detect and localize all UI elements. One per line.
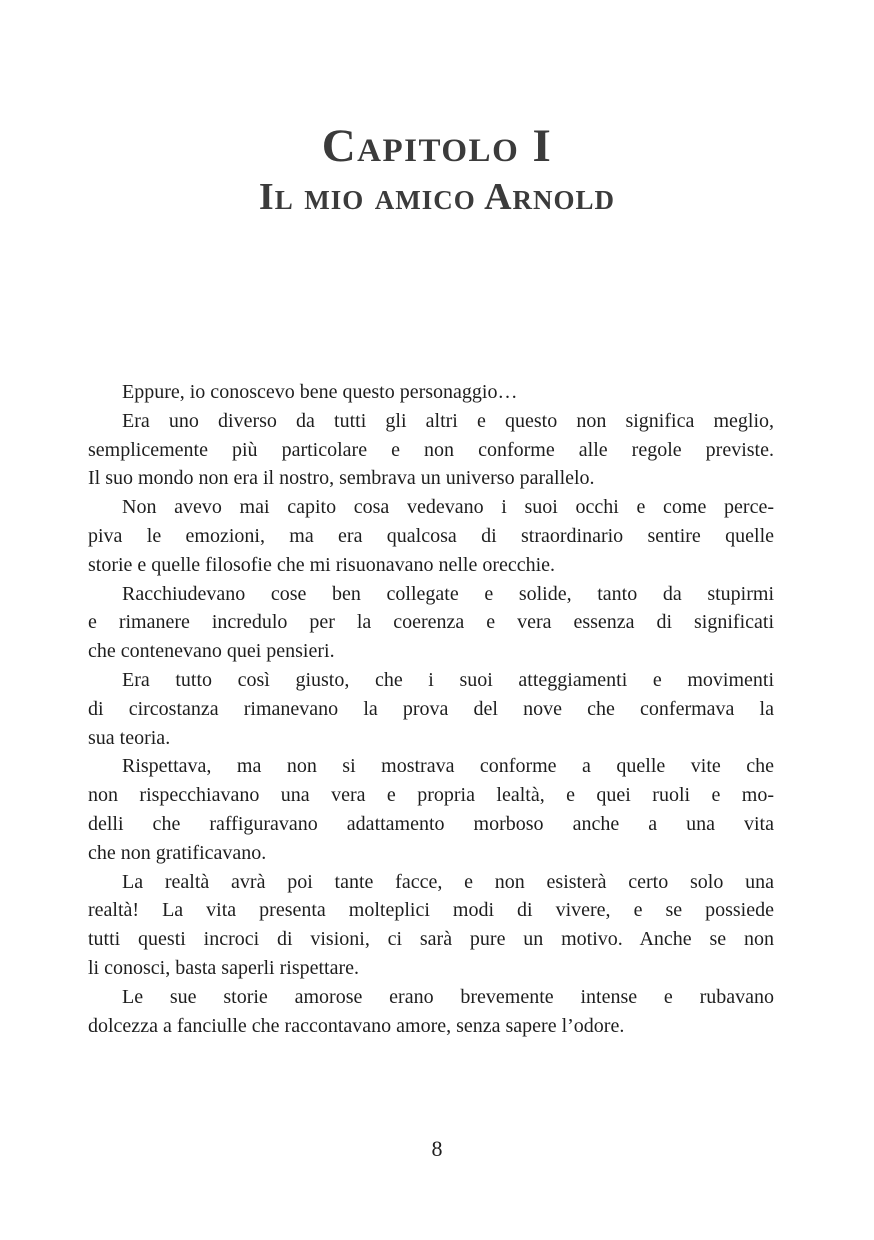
text-line: Le sue storie amorose erano brevemente intense e rubavano: [122, 985, 774, 1008]
text-line: e rimanere incredulo per la coerenza e vera essenza di significati: [88, 611, 774, 634]
text-line: Non avevo mai capito cosa vedevano i suoi occhi e come perce-: [122, 496, 774, 519]
chapter-subtitle: Il mio amico Arnold: [258, 176, 616, 219]
chapter-header: [0, 0, 874, 220]
paragraph: [88, 493, 774, 579]
paragraph: [88, 580, 774, 666]
text-line: tutti questi incroci di visioni, ci sarà pure un motivo. Anche se non: [88, 928, 774, 951]
text-line: La realtà avrà poi tante facce, e non esisterà certo solo una: [122, 870, 774, 893]
text-line: che contenevano quei pensieri.: [88, 640, 335, 663]
text-line: semplicemente più particolare e non conforme alle regole previste.: [88, 438, 774, 461]
text-line: delli che raffiguravano adattamento morboso anche a una vita: [88, 812, 774, 835]
text-line: Era tutto così giusto, che i suoi atteggiamenti e movimenti: [122, 668, 774, 691]
text-line: Rispettava, ma non si mostrava conforme a quelle vite che: [122, 755, 774, 778]
paragraph: [88, 407, 774, 493]
text-line: storie e quelle filosofie che mi risuonavano nelle orecchie.: [88, 553, 556, 576]
text-line: di circostanza rimanevano la prova del nove che confermava la: [88, 697, 774, 720]
text-line: Il suo mondo non era il nostro, sembrava un universo parallelo.: [88, 467, 595, 490]
text-line: dolcezza a fanciulle che raccontavano amore, senza sapere l’odore.: [88, 1014, 625, 1037]
paragraph: [88, 666, 774, 752]
text-line: piva le emozioni, ma era qualcosa di straordinario sentire quelle: [88, 524, 774, 547]
paragraph: [88, 378, 774, 407]
text-line: sua teoria.: [88, 726, 171, 749]
page-number: 8: [431, 1136, 443, 1161]
text-line: li conosci, basta saperli rispettare.: [88, 956, 360, 979]
chapter-title: Capitolo I: [321, 120, 553, 172]
body-text: [88, 378, 774, 1040]
paragraph: [88, 983, 774, 1041]
text-line: realtà! La vita presenta molteplici modi di vivere, e se possiede: [88, 899, 774, 922]
paragraph: [88, 752, 774, 867]
text-line: non rispecchiavano una vera e propria lealtà, e quei ruoli e mo-: [88, 784, 774, 807]
text-line: Era uno diverso da tutti gli altri e questo non significa meglio,: [122, 409, 774, 432]
text-line: che non gratificavano.: [88, 841, 267, 864]
text-line: Eppure, io conoscevo bene questo personaggio…: [122, 381, 518, 403]
paragraph: [88, 868, 774, 983]
text-line: Racchiudevano cose ben collegate e solide, tanto da stupirmi: [122, 582, 774, 605]
